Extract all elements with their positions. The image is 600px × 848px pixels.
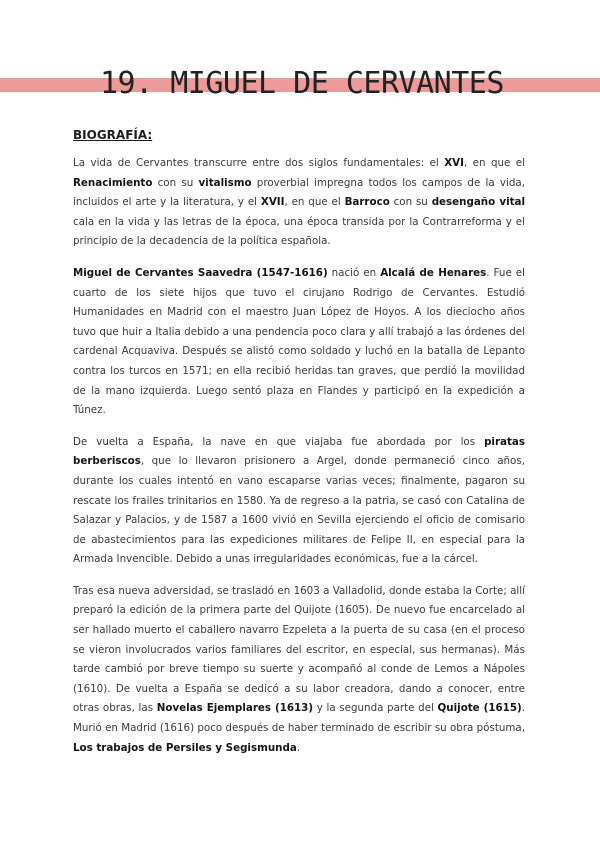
text: , en que el: [463, 157, 525, 169]
text: con su: [152, 176, 199, 189]
bold-term: Quijote (1615): [437, 702, 522, 715]
document-body: [73, 128, 525, 770]
text: , en que el: [284, 196, 345, 209]
text: De vuelta a España, la nave en que viajaba fue abordada por los: [73, 435, 485, 448]
text: nació en: [327, 266, 381, 279]
bold-term: desengaño vital: [431, 196, 526, 209]
bold-term: Renacimiento: [73, 176, 153, 189]
bold-term: Novelas Ejemplares (1613): [156, 702, 314, 715]
text: con su: [389, 196, 432, 209]
text: Tras esa nueva adversidad, se trasladó en 1603 a Valladolid, donde estaba la Corte; allí preparó la edición de la primera parte del Quijote (1605). De nuevo fue encarcelado al ser hallado muerto el caballero navarro Ezpeleta a la puerta de su casa (en el proceso se vieron involucrados varios familiares del escritor, en especial, sus hermanas). Más tarde cambió por breve tiempo su suerte y acompañó al conde de Lemos a Nápoles (1610). De vuelta a España se dedicó a su labor creadora, dando a conocer, entre otras obras, las: [73, 584, 525, 715]
bold-term: Los trabajos de Persiles y Segismunda: [73, 741, 297, 754]
bold-term: Barroco: [344, 196, 390, 209]
text: . Murió en Madrid (1616) poco después de haber terminado de escribir su obra póstuma,: [73, 702, 526, 735]
paragraph-1: [73, 154, 525, 252]
paragraph-4: [73, 582, 525, 758]
text: proverbial impregna todos los campos de la vida, incluidos el arte y la literatura, y el: [73, 176, 525, 209]
bold-term: Alcalá de Henares: [380, 266, 487, 279]
section-heading-biografia: BIOGRAFÍA:: [73, 128, 153, 142]
paragraph-2: [73, 264, 525, 421]
paragraph-3: [73, 433, 525, 570]
text: La vida de Cervantes transcurre entre dos siglos fundamentales: el: [73, 157, 445, 169]
text: y la segunda parte del: [313, 702, 438, 715]
text: cala en la vida y las letras de la época, una época transida por la Contrarreforma y el principio de la decadencia de la política española.: [73, 215, 525, 248]
bold-term: vitalismo: [198, 176, 252, 189]
text: , que lo llevaron prisionero a Argel, donde permaneció cinco años, durante los cuales intentó en vano escaparse varias veces; finalmente, pagaron su rescate los frailes trinitarios en 1580. Ya de regreso a la patria, se casó con Catalina de Salazar y Palacios, y de 1587 a 1600 vivió en Sevilla ejerciendo el oficio de comisario de abastecimientos para las expediciones militares de Felipe II, en especial para la Armada Invencible. Debido a unas irregularidades económicas, fue a la cárcel.: [73, 455, 525, 566]
bold-term: piratas berberiscos: [73, 435, 525, 468]
text: . Fue el cuarto de los siete hijos que tuvo el cirujano Rodrigo de Cervantes. Estudió Humanidades en Madrid con el maestro Juan López de Hoyos. A los dieciocho años tuvo que huir a Italia debido a una pendencia poco clara y allí trabajó a las órdenes del cardenal Acquaviva. Después se alistó como soldado y luchó en la batalla de Lepanto contra los turcos en 1571; en ella recibió heridas tan graves, que perdió la movilidad de la mano izquierda. Luego sentó plaza en Flandes y participó en la expedición a Túnez.: [73, 266, 525, 417]
bold-term: Miguel de Cervantes Saavedra (1547-1616): [73, 266, 328, 279]
bold-term: XVII: [260, 196, 285, 209]
bold-term: XVI: [444, 157, 464, 169]
page-title: 19. MIGUEL DE CERVANTES: [100, 66, 504, 101]
text: .: [296, 741, 301, 754]
